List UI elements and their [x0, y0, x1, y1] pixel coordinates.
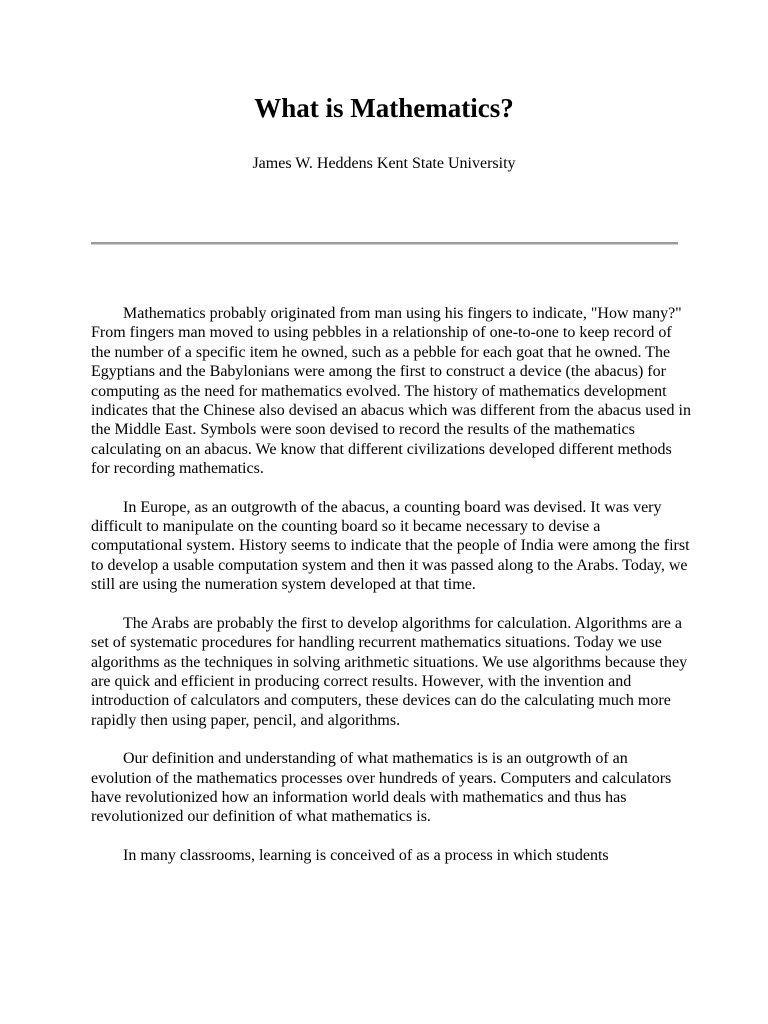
document-title: What is Mathematics? — [254, 93, 514, 123]
paragraph-3: The Arabs are probably the first to develop algorithms for calculation. Algorithms are a set of systematic procedures for handling recurrent mathematics situations. Today we use algorithms as the techniques in solving arithmetic situations. We use algorithms because they are quick and efficient in producing correct results. However, with the invention and introduction of calculators and computers, these devices can do the calculating much more rapidly then using paper, pencil, and algorithms. — [91, 614, 688, 729]
horizontal-divider — [91, 242, 678, 245]
paragraph-1: Mathematics probably originated from man using his fingers to indicate, "How many?" From fingers man moved to using pebbles in a relationship of one-to-one to keep record of the number of a specific item he owned, such as a pebble for each goat that he owned. The Egyptians and the Babylonians were among the first to construct a device (the abacus) for computing as the need for mathematics evolved. The history of mathematics development indicates that the Chinese also devised an abacus which was different from the abacus used in the Middle East. Symbols were soon devised to record the results of the mathematics calculating on an abacus. We know that different civilizations developed different methods for recording mathematics. — [91, 305, 691, 478]
document-author: James W. Heddens Kent State University — [252, 155, 516, 172]
paragraph-2: In Europe, as an outgrowth of the abacus, a counting board was devised. It was very difficult to manipulate on the counting board so it became necessary to devise a computational system. History seems to indicate that the people of India were among the first to develop a usable computation system and then it was passed along to the Arabs. Today, we still are using the numeration system developed at that time. — [91, 498, 690, 594]
paragraph-4: Our definition and understanding of what mathematics is is an outgrowth of an evolution of the mathematics processes over hundreds of years. Computers and calculators have revolutionized how an information world deals with mathematics and thus has revolutionized our definition of what mathematics is. — [91, 750, 672, 826]
document-body — [91, 304, 691, 884]
paragraph-5: In many classrooms, learning is conceived of as a process in which students — [123, 846, 609, 864]
